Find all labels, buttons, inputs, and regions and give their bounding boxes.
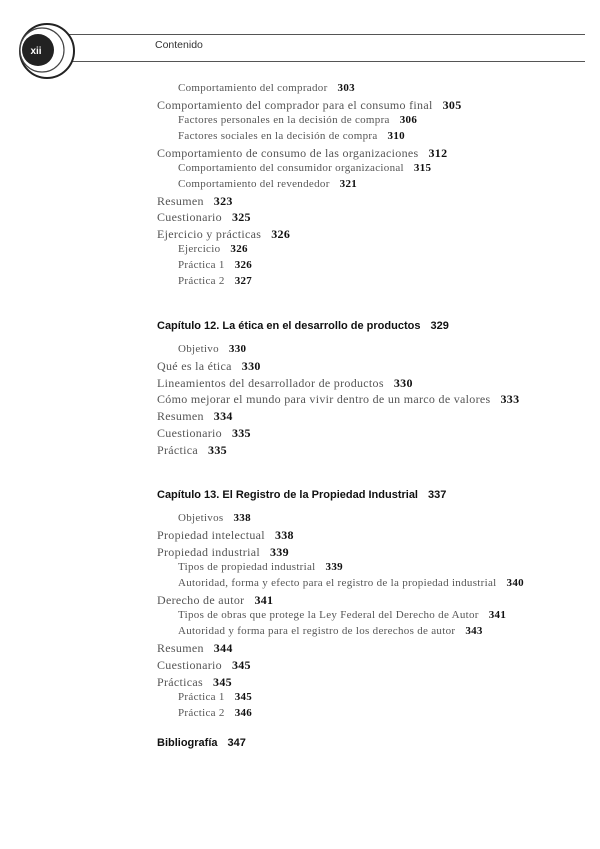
toc-entry-title: Cuestionario — [157, 210, 222, 224]
toc-chapter-title: Bibliografía — [157, 737, 218, 749]
header-rule-top — [30, 34, 585, 35]
toc-chapter-page: 329 — [430, 320, 449, 332]
toc-entry-page: 323 — [213, 194, 233, 208]
toc-entry-title: Prácticas — [157, 675, 204, 689]
toc-chapter-title: Capítulo 13. El Registro de la Propiedad Industrial — [157, 489, 418, 501]
toc-entry-page: 321 — [339, 178, 358, 190]
toc-entry-title: Objetivo — [178, 343, 219, 355]
toc-entry-page: 333 — [500, 392, 520, 406]
toc-entry — [157, 443, 227, 458]
toc-entry-title: Factores personales en la decisión de compra — [178, 114, 390, 126]
toc-entry — [178, 609, 506, 621]
toc-entry-page: 341 — [488, 609, 507, 621]
toc-chapter-page: 347 — [227, 737, 246, 749]
toc-entry-page: 343 — [465, 625, 483, 637]
header-rule-bottom — [70, 61, 585, 62]
toc-entry — [178, 114, 417, 126]
toc-entry-title: Factores sociales en la decisión de compra — [178, 130, 378, 142]
page-number: xii — [30, 46, 42, 57]
toc-entry-title: Comportamiento del revendedor — [178, 178, 330, 190]
toc-entry — [157, 675, 232, 690]
toc-entry — [157, 593, 273, 608]
toc-entry — [157, 545, 289, 560]
toc-entry-page: 340 — [506, 577, 524, 589]
toc-entry — [157, 210, 251, 225]
toc-entry — [178, 343, 246, 355]
toc-entry — [157, 392, 519, 407]
toc-entry-title: Práctica 1 — [178, 259, 225, 271]
toc-entry — [178, 691, 252, 703]
toc-entry-title: Práctica 2 — [178, 707, 225, 719]
toc-entry — [157, 359, 261, 374]
toc-bibliography-heading — [157, 737, 246, 749]
toc-entry-page: 335 — [231, 426, 251, 440]
toc-entry-title: Propiedad intelectual — [157, 528, 265, 542]
toc-entry-page: 338 — [233, 512, 251, 524]
toc-entry-title: Ejercicio y prácticas — [157, 227, 262, 241]
toc-entry-title: Tipos de propiedad industrial — [178, 561, 316, 573]
toc-entry-page: 330 — [241, 359, 261, 373]
toc-entry — [178, 162, 431, 174]
toc-entry-page: 346 — [234, 707, 253, 719]
toc-entry-page: 334 — [213, 409, 233, 423]
toc-entry-title: Práctica — [157, 443, 199, 457]
toc-entry-title: Comportamiento del comprador — [178, 82, 328, 94]
toc-entry — [178, 707, 252, 719]
toc-entry-page: 325 — [231, 210, 251, 224]
toc-entry — [157, 194, 233, 209]
toc-entry-page: 341 — [254, 593, 274, 607]
toc-entry-title: Comportamiento del comprador para el consumo final — [157, 98, 433, 112]
toc-entry — [157, 641, 233, 656]
toc-chapter-title: Capítulo 12. La ética en el desarrollo de productos — [157, 320, 421, 332]
toc-entry-title: Propiedad industrial — [157, 545, 260, 559]
toc-entry-page: 335 — [208, 443, 227, 457]
toc-entry-title: Cuestionario — [157, 426, 222, 440]
toc-entry-page: 339 — [269, 545, 289, 559]
toc-entry-page: 338 — [274, 528, 294, 542]
toc-entry-title: Práctica 2 — [178, 275, 225, 287]
toc-entry — [157, 376, 413, 391]
toc-entry-page: 345 — [231, 658, 251, 672]
toc-entry-title: Autoridad y forma para el registro de los derechos de autor — [178, 625, 456, 637]
toc-entry-title: Resumen — [157, 194, 204, 208]
toc-entry — [178, 130, 405, 142]
toc-entry-title: Tipos de obras que protege la Ley Federal del Derecho de Autor — [178, 609, 479, 621]
toc-entry-title: Práctica 1 — [178, 691, 225, 703]
toc-entry-title: Cómo mejorar el mundo para vivir dentro de un marco de valores — [157, 392, 491, 406]
toc-entry-title: Ejercicio — [178, 243, 221, 255]
toc-chapter-page: 337 — [428, 489, 447, 501]
toc-entry-title: Qué es la ética — [157, 359, 232, 373]
toc-entry — [157, 409, 233, 424]
toc-entry — [157, 98, 462, 113]
toc-entry-page: 310 — [387, 130, 405, 142]
toc-entry-title: Autoridad, forma y efecto para el registro de la propiedad industrial — [178, 577, 497, 589]
toc-entry-title: Objetivos — [178, 512, 224, 524]
toc-entry — [178, 512, 251, 524]
toc-chapter-heading — [157, 489, 446, 501]
toc-entry-title: Derecho de autor — [157, 593, 245, 607]
toc-entry — [178, 178, 357, 190]
toc-entry-page: 339 — [325, 561, 343, 573]
toc-entry — [178, 82, 355, 94]
toc-entry-page: 330 — [228, 343, 247, 355]
toc-entry-page: 327 — [234, 275, 253, 287]
toc-entry — [157, 528, 294, 543]
toc-entry-title: Comportamiento de consumo de las organizaciones — [157, 146, 419, 160]
toc-entry — [178, 625, 483, 637]
toc-entry-title: Cuestionario — [157, 658, 222, 672]
toc-chapter-heading — [157, 320, 449, 332]
toc-entry — [157, 426, 251, 441]
toc-entry-title: Comportamiento del consumidor organizacional — [178, 162, 404, 174]
toc-entry-title: Resumen — [157, 641, 204, 655]
toc-entry-title: Lineamientos del desarrollador de productos — [157, 376, 384, 390]
toc-entry-page: 345 — [213, 675, 232, 689]
toc-entry-page: 344 — [213, 641, 233, 655]
running-head: Contenido — [155, 39, 203, 51]
toc-entry — [157, 146, 447, 161]
toc-entry-page: 305 — [442, 98, 462, 112]
toc-entry-page: 326 — [271, 227, 291, 241]
toc-entry — [178, 275, 252, 287]
toc-entry-page: 303 — [337, 82, 355, 94]
toc-entry-title: Resumen — [157, 409, 204, 423]
toc-entry — [178, 577, 524, 589]
toc-entry-page: 315 — [413, 162, 432, 174]
toc-entry-page: 326 — [230, 243, 248, 255]
toc-entry-page: 326 — [234, 259, 253, 271]
toc-entry — [178, 243, 248, 255]
toc-entry — [157, 227, 290, 242]
toc-entry — [157, 658, 251, 673]
toc-entry — [178, 259, 252, 271]
toc-entry-page: 330 — [393, 376, 413, 390]
toc-entry — [178, 561, 343, 573]
toc-entry-page: 345 — [234, 691, 253, 703]
toc-entry-page: 312 — [428, 146, 448, 160]
toc-entry-page: 306 — [399, 114, 418, 126]
